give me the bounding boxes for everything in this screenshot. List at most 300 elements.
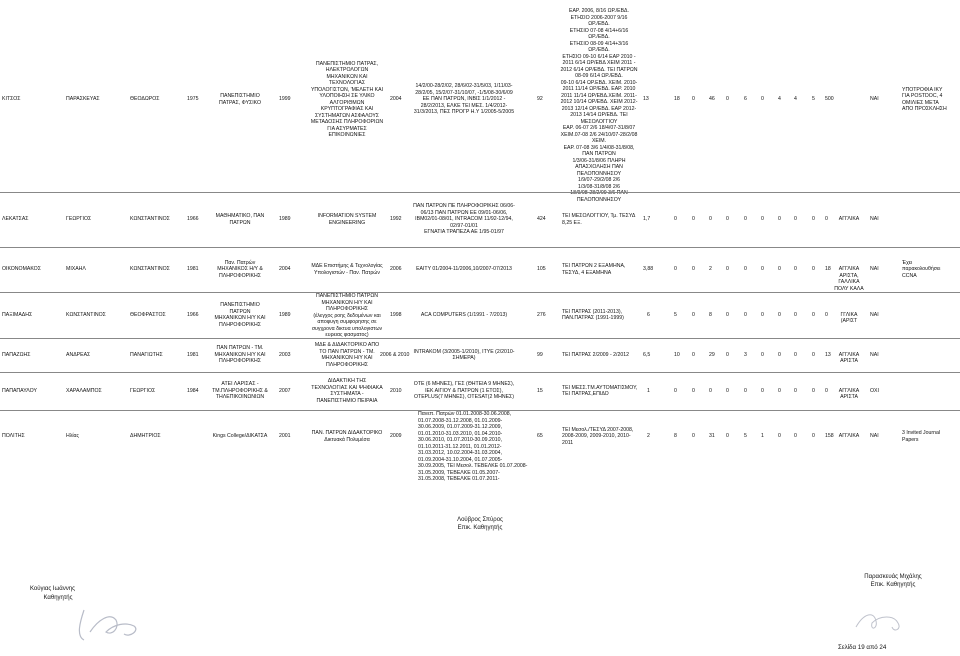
row-divider [0,372,960,373]
row-divider [0,192,960,193]
cell-experience [400,203,528,236]
cell-birth-year: 1981 [187,351,199,358]
cell-father: ΓΕΩΡΓΙΟΣ [130,387,156,394]
cell-score: 0 [692,387,695,394]
cell-line: 01.10.2011-31.12.2011, 01.01.2012- [418,443,502,450]
cell-language: ΑΓΓΛΙΚΑ [838,216,860,223]
cell-line: ευρειας φασματος) [325,332,369,338]
cell-degree [204,260,276,280]
cell-score: 0 [744,387,747,394]
cell-line: ΤΕΙ ΠΑΤΡΑΣ (2011-2013), [562,308,623,315]
cell-postgrad-year: 2004 [390,96,402,103]
cell-other [902,87,960,113]
signature-center-title: Επικ. Καθηγητής [457,525,503,531]
cell-line: αποφυγη συμφορησης σε [317,319,377,325]
cell-line: ΙΕΚ ΑΙΓΙΟΥ & ΠΑΤΡΩΝ (1 ΕΤΟΣ), [425,387,503,394]
cell-degree-year: 1989 [279,311,291,318]
cell-score: 31 [709,433,715,440]
cell-line: CCNA [902,272,917,279]
cell-score: 0 [692,266,695,273]
cell-line: INTRAKOM (3/2005-1/2010), ITYE (2/2010- [413,348,515,355]
cell-line: Υπολογιστών - Παν. Πατρών [314,269,380,276]
cell-experience-months: 99 [537,351,543,358]
cell-score: 0 [726,311,729,318]
cell-line: INFORMATION SYSTEM [317,213,377,219]
cell-line: ΠΑΤΡΑΣ, ΦΥΣΙΚΟ [218,99,262,106]
cell-postgrad-year: 2006 & 2010 [380,351,410,358]
cell-line: ΟΤΕΡLUS(7 ΜΗΝΕΣ), ΟΤΕSAT(2 ΜΗΝΕΣ) [414,394,514,401]
cell-experience-months: 65 [537,433,543,440]
cell-line: ΕΑΡ. 07-08 3/6 1/4/08-31/8/08, [563,144,635,151]
cell-language-yes: ΝΑΙ [870,266,879,273]
cell-surname: ΠΑΠΑΖΩΗΣ [2,351,31,358]
cell-teaching [562,213,635,226]
cell-language: ΑΓΓΛΙΚΑ ΑΡΙΣΤΑ [838,351,860,365]
cell-other [902,430,960,443]
cell-line: ΠΑΝΕΠΙΣΤΗΜΙΟ ΠΑΤΡΩΝ [315,293,379,299]
cell-score: 2 [709,266,712,273]
cell-score: 29 [709,351,715,358]
cell-line: ΠΛΗΡΟΦΟΡΙΚΗΣ [326,361,368,368]
cell-line: ΜΔΕ & ΔΙΔΑΚΤΟΡΙΚΟ ΑΠΟ [314,342,380,348]
cell-father: ΚΩΝΣΤΑΝΤΙΝΟΣ [130,266,170,273]
cell-line: ΠΑΝ.ΠΑΤΡΑΣ (1991-1999) [562,315,624,321]
cell-score: 0 [692,96,695,103]
cell-teaching [562,352,629,359]
cell-score: 18 [825,266,831,273]
cell-line: ΑΠΑΣΧΟΛΗΣΗ ΠΑΝ [575,164,623,170]
cell-line: ΕΠΙΚΟΙΝΩΝΙΕΣ [328,132,366,138]
cell-score: 0 [761,266,764,273]
cell-score: 0 [761,96,764,103]
cell-score: 0 [794,351,797,358]
cell-line: ΤΜ.ΠΛΗΡΟΦΟΡΙΚΗΣ & [212,387,268,394]
signature-left-name: Κούγιας Ιωάννης [30,586,75,592]
cell-postgrad [305,293,389,339]
cell-line: ACA COMPUTERS (1/1991 - 7/2013) [420,311,508,318]
cell-postgrad [305,213,389,226]
cell-line: 2013 12/14 ΩΡ/ΕΒΔ. ΕΑΡ 2012- [561,105,637,112]
cell-line: ΟΜΙΛΙΕΣ ΜΕΤΑ [902,99,939,106]
cell-line: ΜΔΕ Επιστήμης & Τεχνολογίας [311,263,383,269]
signature-center-name: Λούβρος Σπύρος [457,517,503,523]
cell-score: 0 [674,216,677,223]
cell-line: ΥΛΟΠΟΙΗΣΗ ΣΕ ΥΛΙΚΟ [319,93,375,99]
cell-line: ΕΤΗΣΙΟ 2006-2007 9/16 [570,14,628,21]
cell-score: 2 [647,433,650,440]
cell-line: ΠΑΝ ΠΑΤΡΩΝ [582,151,616,157]
cell-line: ΜΕΤΑΔΟΣΗΣ ΠΛΗΡΟΦΟΡΙΩΝ [310,119,384,125]
cell-language-yes: ΝΑΙ [870,216,879,223]
cell-line: Papers [902,436,919,443]
cell-line: ΥΠΟΤΡΟΦΙΑ ΙΚΥ [902,86,943,93]
cell-line: ΤΕΙ Μεσολ./ΤΕΣΥΔ 2007-2008, [562,426,634,433]
cell-line: ΠΛΗΡΟΦΟΡΙΚΗΣ [219,321,261,328]
cell-language: ΓΓΛΙΚΑ (ΑΡΙΣΤ [840,311,858,325]
cell-score: 0 [778,266,781,273]
cell-line: ΩΡ./ΕΒΔ. [588,34,610,40]
cell-line: 01.07.2008-31.12.2008, 01.01.2009- [418,417,503,424]
cell-line: 2011 [562,439,574,446]
cell-other [902,260,960,280]
cell-line: 1/3/06-31/8/06 ΠΛΗΡΗ [572,157,626,164]
cell-score: 1,7 [643,216,651,223]
cell-line: 31.03.2012, 10.02.2004-31.03.2004, [418,450,502,456]
cell-name: ΚΩΝΣΤΑΝΤΙΝΟΣ [66,311,106,318]
cell-score: 0 [744,266,747,273]
handwritten-signature-right [850,605,920,637]
cell-line: ΤΕΙ ΠΑΤΡΩΝ 2 ΕΞΑΜΗΝΑ, [562,263,626,269]
cell-surname: ΠΑΠΑΠΑΥΛΟΥ [2,387,37,394]
cell-score: 0 [726,266,729,273]
cell-score: 0 [812,351,815,358]
cell-degree [204,213,276,226]
cell-teaching [562,427,633,447]
cell-line: IBM02/01-08/01, INTRACOM 11/92-12/94, [415,216,513,223]
cell-experience [400,312,528,319]
cell-score: 0 [761,387,764,394]
cell-line: ΩΡ./ΕΒΔ. [588,47,610,53]
row-divider [0,410,960,411]
cell-postgrad-year: 2010 [390,387,402,394]
cell-surname: ΟΙΚΟΝΟΜΑΚΟΣ [2,266,41,273]
cell-line: ΠΕΛΟΠΟΝΝΗΣΟΥ [576,196,622,203]
cell-line: 18/9/08-28/2/09 3/6 ΠΑΝ [570,190,628,196]
cell-line: 2012 10/14 ΩΡ/ΕΒΔ. ΧΕΙΜ 2012- [560,99,638,105]
cell-postgrad-year: 2006 [390,266,402,273]
cell-degree [204,345,276,365]
cell-line: ΜΑΘΗΜΑΤΙΚΟ, ΠΑΝ [215,213,265,219]
cell-line: ΠΑΝΕΠΙΣΤΗΜΙΟ ΠΕΙΡΑΙΑ [316,397,378,404]
cell-line: ΟΤΕ (6 ΜΗΝΕΣ), ΓΕΣ (ΘΗΤΕΙΑ 9 ΜΗΝΕΣ), [413,381,515,388]
cell-experience [418,411,546,483]
cell-father: ΠΑΝΑΓΙΩΤΗΣ [130,351,163,358]
cell-line: 8,25 ΕΞ. [562,219,582,226]
cell-line: ΕΤΗΣΙΟ 09-10 6/14 ΕΑΡ 2010 - [562,53,636,60]
cell-line: ΚΡΥΠΤΟΓΡΑΦΙΑΣ ΚΑΙ [320,106,374,112]
cell-score: 0 [692,311,695,318]
cell-experience-months: 92 [537,96,543,103]
cell-line: ΓΙΑ POSTDOC, 4 [902,93,943,99]
cell-name: ΧΑΡΑΛΑΜΠΟΣ [66,387,102,394]
row-divider [0,338,960,339]
cell-experience-months: 15 [537,387,543,394]
cell-score: 0 [812,216,815,223]
cell-surname: ΠΑΞΙΜΑΔΗΣ [2,311,33,318]
cell-language: ΑΓΓΛΙΚΑ ΑΡΙΣΤΑ, ΓΑΛΛΙΚΑ ΠΟΛΥ ΚΑΛΑ [834,266,864,292]
cell-postgrad-year: 1998 [390,311,402,318]
cell-line: 2013 14/14 ΩΡ/ΕΒΔ. ΤΕΙ [570,112,628,118]
cell-line: ΠΑΝ ΠΑΤΡΩΝ ΠΕ ΠΛΗΡΟΦΟΡΙΚΗΣ 06/06- [413,203,515,210]
cell-score: 4 [778,96,781,103]
cell-line: ΜΗΧΑΝΙΚΩΝ Η/Υ ΚΑΙ [214,351,266,358]
cell-line: ENGINEERING [328,219,366,226]
cell-line: ΤΕΙ ΠΑΤΡΑΣ,ΕΠΙΔΟ [562,391,609,397]
cell-name: ΑΝΔΡΕΑΣ [66,351,91,358]
cell-experience [400,349,528,362]
cell-line: ΑΤΕΙ ΛΑΡΙΣΑΣ - [221,381,259,388]
cell-line: ΤΕΧΝΟΛΟΓΙΑΣ [328,80,366,86]
handwritten-signature-left [70,602,150,644]
cell-line: ΜΗΧΑΝΙΚΩΝ Η/Υ ΚΑΙ [321,355,373,361]
cell-line: ΣΗΜΕΡΑ) [452,355,476,361]
cell-line: 2011 6/14 ΩΡ/ΕΒΔ ΧΕΙΜ 2011 - [562,60,636,66]
cell-postgrad [305,378,389,404]
cell-line: 01.01.2010-31.03.2010, 01.04.2010- [418,430,503,437]
cell-score: 0 [812,387,815,394]
cell-postgrad [305,263,389,276]
cell-line: ΕΑΡ. 06-07 2/6 18/4/07-31/8/07 [562,125,636,131]
cell-line: ΤΕΙ ΜΕΣΣ.ΤΜ.ΑΥΤΟΜΑΤΙΣΜΟΥ, [562,384,638,391]
cell-experience [400,381,528,401]
cell-degree-year: 1999 [279,96,291,103]
cell-score: 0 [709,387,712,394]
cell-score: 5 [744,433,747,440]
cell-postgrad [305,430,389,443]
cell-degree-year: 1989 [279,216,291,223]
cell-score: 158 [825,433,834,440]
cell-line: ΠΑΝΕΠΙΣΤΗΜΙΟ [220,93,260,99]
cell-experience-months: 105 [537,266,546,273]
cell-line: ΜΕΣΟΛΟΓΓΙΟΥ [580,118,618,125]
cell-line: ΥΠΟΛΟΓΙΣΤΩΝ, 'ΜΕΛΕΤΗ ΚΑΙ [310,86,384,93]
cell-line: ΜΗΧΑΝΙΚΩΝ ΚΑΙ [326,73,368,80]
cell-language-yes: ΝΑΙ [870,311,879,318]
cell-score: 8 [709,311,712,318]
cell-score: 0 [674,266,677,273]
cell-line: ΕΤΗΣΙΟ 08-09 4/14+3/16 [569,40,629,47]
cell-score: 0 [825,311,828,318]
cell-language-yes: ΝΑΙ [870,433,879,440]
cell-line: ΩΡ./ΕΒΔ. [588,21,610,27]
cell-line: ΠΑΝΕΠΙΣΤΗΜΙΟ ΠΑΤΡΑΣ, [315,60,379,67]
cell-line: 02/97-01/01 [450,222,478,229]
cell-line: ΕΑΙΤΥ 01/2004-11/2006,10/2007-07/2013 [416,266,512,273]
cell-score: 0 [794,266,797,273]
cell-line: ΓΙΑ ΑΣΥΡΜΑΤΕΣ [327,125,367,132]
cell-score: 0 [812,311,815,318]
cell-line: ΧΕΙΜ.07-08 2/6 24/10/07-28/2/08 [560,131,638,138]
cell-score: 0 [761,351,764,358]
cell-line: ΕΓΝΑΤΙΑ ΤΡΑΠΕΖΑ ΑΕ 1/95-01/97 [424,229,504,236]
cell-score: 18 [674,96,680,103]
cell-birth-year: 1966 [187,311,199,318]
cell-line: 31/3/2013, ΠΕΣ ΠΡΟΓΡ Η.Υ 1/2005-5/2005 [413,109,515,116]
cell-experience-months: 424 [537,216,546,223]
cell-score: 0 [692,351,695,358]
cell-score: 0 [778,216,781,223]
cell-line: συγχρονα δικτυα υπολογιστων [311,325,383,332]
cell-score: 0 [794,311,797,318]
cell-score: 500 [825,96,834,103]
cell-line: ΗΛΕΚΤΡΟΛΟΓΩΝ [325,67,369,73]
cell-line: ΤΕΙ ΠΑΤΡΑΣ 2/2009 - 2/2012 [562,351,630,358]
cell-line: 1/3/08-31/8/08 2/6 [577,183,621,190]
cell-score: 0 [761,311,764,318]
cell-score: 10 [674,351,680,358]
cell-line: ΣΥΣΤΗΜΑΤΑ - [330,391,364,397]
cell-line: ΕΤΗΣΙΟ 07-08 4/14+6/16 [569,27,629,34]
cell-score: 3 [744,351,747,358]
cell-line: ΜΗΧΑΝΙΚΟΣ Η/Υ & [217,266,263,273]
cell-line: 2011 11/14 ΩΡ/ΕΒΔ. ΕΑΡ. 2010 [562,86,636,92]
cell-line: Πανεπ. Πατρών 01.01.2008-30.06.2008, [418,411,512,417]
cell-score: 1 [761,433,764,440]
cell-line: ΤΟ ΠΑΝ ΠΑΤΡΩΝ - ΤΜ. [319,348,375,355]
cell-father: ΚΩΝΣΤΑΝΤΙΝΟΣ [130,216,170,223]
page-number: Σελίδα 19 από 24 [838,644,887,651]
cell-score: 6 [647,311,650,318]
cell-postgrad-year: 2009 [390,433,402,440]
cell-score: 5 [674,311,677,318]
cell-degree-year: 2001 [279,433,291,440]
cell-language: ΑΓΓΛΙΚΑ ΑΡΙΣΤΑ [838,387,860,401]
cell-score: 0 [794,216,797,223]
cell-birth-year: 1981 [187,266,199,273]
cell-surname: ΚΙΤΣΟΣ [2,96,21,103]
cell-line: ΜΗΧΑΝΙΚΩΝ Η/Υ ΚΑΙ [214,315,266,321]
cell-line: ΠΑΝ ΠΑΤΡΩΝ - ΤΜ. [216,345,264,352]
signature-right-title: Επικ. Καθηγητής [870,582,916,588]
cell-line: 3 Invited Journal [902,430,941,436]
cell-birth-year: 1975 [187,96,199,103]
cell-score: 5 [812,96,815,103]
cell-score: 0 [726,433,729,440]
cell-line: ΠΑΝ. ΠΑΤΡΩΝ ΔΙΔΑΚΤΟΡΙΚΟ [311,430,383,436]
cell-line: 06/13 ΠΑΝ ΠΑΤΡΩΝ ΕΕ 09/01-06/06, [420,209,508,216]
cell-line: (έλεγχος ροης δεδομένων και [313,312,381,319]
cell-surname: ΠΟΛΙΤΗΣ [2,433,25,440]
cell-score: 0 [744,311,747,318]
cell-line: 28/2/05, 15/2/07-31/10/07, -1/5/08-30/6/09 [415,89,513,96]
cell-line: ΕΕ ΠΑΝ ΠΑΤΡΩΝ, ΙΝΒΙΣ 1/1/2012 - [422,96,506,103]
signature-right-name: Παρασκευάς Μιχάλης [864,574,922,580]
cell-degree-year: 2007 [279,387,291,394]
cell-score: 13 [643,96,649,103]
cell-score: 0 [825,387,828,394]
cell-line: 1/9/07-29/2/08 2/6 [577,177,621,183]
cell-line: ΠΕΛΟΠΟΝΝΗΣΟΥ [576,170,622,177]
cell-name: Ηλίας [66,433,79,440]
cell-line: 08-09 6/14 ΩΡ./ΕΒΔ. [575,73,623,79]
cell-line: Έχει [902,259,913,266]
cell-score: 4 [794,96,797,103]
cell-teaching [562,309,624,322]
cell-line: ΑΠΟ ΠΡΟΣΚΛΗΣΗ [902,106,947,112]
cell-postgrad [305,61,389,139]
cell-line: 2011 11/14 ΩΡ/ΕΒΔ.ΧΕΙΜ. 2011- [561,92,637,99]
cell-postgrad-year: 1992 [390,216,402,223]
cell-line: ΣΥΣΤΗΜΑΤΩΝ ΑΣΦΑΛΟΥΣ [314,112,380,119]
cell-line: ΤΕΧΝΟΛΟΓΙΑΣ ΚΑΙ ΨΗΦΙΑΚΑ [311,384,383,391]
cell-score: 0 [726,351,729,358]
cell-score: 0 [744,216,747,223]
cell-line: ΤΕΙ ΜΕΣΟΛΟΓΓΙΟΥ, Τμ. ΤΕΣΥΔ [562,213,636,219]
cell-score: 0 [692,216,695,223]
cell-language-yes: ΝΑΙ [870,96,879,103]
cell-line: 30.09.2005, ΤΕΙ Μεσολ. ΤΕΒΕΛΚΕ 01.07.2008- [418,463,528,469]
cell-score: 0 [778,311,781,318]
cell-line: ΜΗΧΑΝΙΚΩΝ Η/Υ ΚΑΙ [321,299,373,306]
cell-experience [400,266,528,273]
cell-father: ΘΕΟΔΩΡΟΣ [130,96,160,103]
cell-birth-year: 1966 [187,216,199,223]
cell-line: ΕΑΡ. 2006, 8/16 ΩΡ./ΕΒΔ. [569,8,629,14]
cell-score: 0 [825,216,828,223]
cell-score: 46 [709,96,715,103]
cell-line: ΠΛΗΡΟΦΟΡΙΚΗΣ [219,358,261,365]
cell-birth-year: 1984 [187,387,199,394]
cell-score: 6,5 [643,351,651,358]
cell-score: 1 [647,387,650,394]
cell-line: 31.05.2008, ΤΕΒΕΛΚΕ 01.07.2011- [418,476,500,482]
cell-line: 14/2/00-28/2/02, 28/6/02-31/5/03, 1/11/03- [415,83,513,90]
cell-degree [204,93,276,106]
cell-score: 0 [726,216,729,223]
cell-father: ΘΕΟΦΡΑΣΤΟΣ [130,311,166,318]
cell-score: 6 [744,96,747,103]
cell-name: ΓΕΩΡΓΙΟΣ [66,216,92,223]
cell-line: ΑΛΓΟΡΙΘΜΩΝ [329,99,365,106]
cell-teaching [562,263,625,276]
cell-score: 0 [778,351,781,358]
cell-degree-year: 2003 [279,351,291,358]
signature-left-title: Καθηγητής [43,595,73,601]
cell-line: ΧΕΙΜ. [591,138,607,144]
cell-score: 0 [778,433,781,440]
cell-score: 13 [825,351,831,358]
cell-score: 0 [674,387,677,394]
cell-degree [204,381,276,401]
cell-line: ΤΕΣΥΔ, 4 ΕΞΑΜΗΝΑ [562,269,612,276]
cell-experience [400,83,528,116]
cell-line: Kings College/ΔΙΚΑΤΣΑ [212,433,268,440]
cell-score: 0 [812,266,815,273]
cell-score: 8 [674,433,677,440]
cell-line: 30.06.2010, 01.07.2010-30.09.2010, [418,437,502,443]
cell-degree [204,433,276,440]
cell-line: 01.09.2004-31.10.2004, 01.07.2005- [418,456,503,463]
row-divider [0,292,960,293]
cell-score: 0 [692,433,695,440]
cell-name: ΜΙΧΑΗΛ [66,266,86,273]
cell-postgrad [305,342,389,368]
cell-degree-year: 2004 [279,266,291,273]
cell-score: 0 [778,387,781,394]
cell-score: 0 [794,433,797,440]
cell-degree [204,302,276,328]
cell-language-yes: ΝΑΙ [870,351,879,358]
cell-line: Δικτυακά Πολυμέσα [324,436,370,443]
cell-name: ΠΑΡΑΣΚΕΥΑΣ [66,96,100,103]
cell-score: 0 [726,387,729,394]
cell-language: ΑΓΓΛΙΚΑ [838,433,860,440]
cell-teaching [554,8,644,203]
cell-line: 28/2/2013, ΕΛΚΕ ΤΕΙ ΜΕΣ. 1/4/2012- [420,102,508,109]
cell-score: 0 [794,387,797,394]
cell-score: 0 [709,216,712,223]
cell-line: 2012 6/14 ΩΡ/ΕΒΔ. ΤΕΙ ΠΑΤΡΩΝ [560,66,638,73]
cell-teaching [562,385,637,398]
cell-line: ΠΑΝΕΠΙΣΤΗΜΙΟ [220,302,260,308]
row-divider [0,247,960,248]
cell-line: 2008-2009, 2009-2010, 2010- [562,433,631,440]
cell-surname: ΛΕΚΑΤΣΑΣ [2,216,29,223]
cell-line: ΠΑΤΡΩΝ [229,308,251,315]
cell-line: ΤΗΛΕΠΙΚΟΙΝΩΝΙΩΝ [215,394,265,401]
cell-score: 3,88 [643,266,654,273]
cell-line: 09-10 6/14 ΩΡ.ΕΒΔ. ΧΕΙΜ. 2010- [560,79,638,86]
